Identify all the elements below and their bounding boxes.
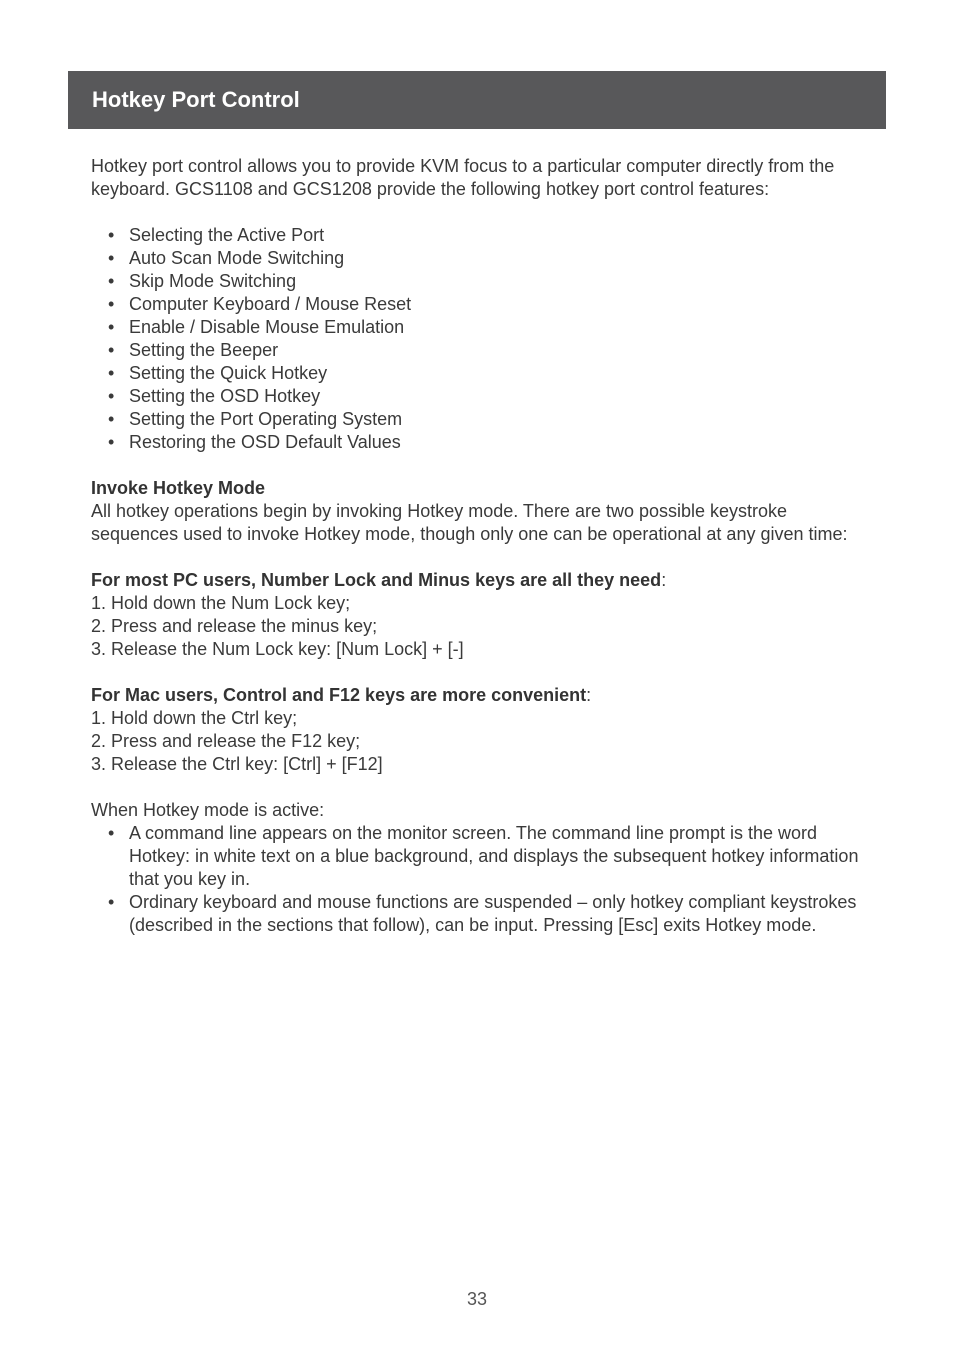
page-title: Hotkey Port Control xyxy=(92,87,300,112)
list-item: • Computer Keyboard / Mouse Reset xyxy=(91,293,871,316)
list-item: 2. Press and release the minus key; xyxy=(91,616,378,636)
pc-users-section xyxy=(91,569,871,661)
invoke-hotkey-section xyxy=(91,477,871,546)
active-behavior-list xyxy=(91,822,871,937)
section-heading: For Mac users, Control and F12 keys are more convenient xyxy=(91,685,587,705)
section-header-bar xyxy=(68,71,886,129)
list-item: 1. Hold down the Num Lock key; xyxy=(91,593,351,613)
list-item: 2. Press and release the F12 key; xyxy=(91,731,361,751)
list-item: 3. Release the Num Lock key: [Num Lock] + [-] xyxy=(91,639,464,659)
hotkey-active-section xyxy=(91,799,871,937)
list-item: 3. Release the Ctrl key: [Ctrl] + [F12] xyxy=(91,754,383,774)
list-item: • Restoring the OSD Default Values xyxy=(91,431,871,454)
list-item: • Setting the Quick Hotkey xyxy=(91,362,871,385)
section-heading-line xyxy=(91,569,871,592)
section-heading-line xyxy=(91,684,871,707)
document-body xyxy=(91,155,871,937)
heading-colon: : xyxy=(661,570,667,590)
list-item: • Selecting the Active Port xyxy=(91,224,871,247)
list-item: • Setting the OSD Hotkey xyxy=(91,385,871,408)
list-item: • Enable / Disable Mouse Emulation xyxy=(91,316,871,339)
page-number: 33 xyxy=(466,1289,488,1309)
list-item: • Ordinary keyboard and mouse functions are suspended – only hotkey compliant keystrokes (described in the sections that follow), can be input. Pressing [Esc] exits Hotkey mode. xyxy=(91,891,871,937)
section-heading: Invoke Hotkey Mode xyxy=(91,478,266,498)
list-item: • Auto Scan Mode Switching xyxy=(91,247,871,270)
list-item: • Setting the Beeper xyxy=(91,339,871,362)
mac-steps-list xyxy=(91,707,871,776)
section-paragraph: All hotkey operations begin by invoking Hotkey mode. There are two possible keystroke sequences used to invoke Hotkey mode, though only one can be operational at any given time: xyxy=(91,501,848,544)
list-item: • Skip Mode Switching xyxy=(91,270,871,293)
list-item: • A command line appears on the monitor screen. The command line prompt is the word Hotkey: in white text on a blue background, and displays the subsequent hotkey information that you key in. xyxy=(91,822,871,891)
list-item: • Setting the Port Operating System xyxy=(91,408,871,431)
list-item: 1. Hold down the Ctrl key; xyxy=(91,708,298,728)
pc-steps-list xyxy=(91,592,871,661)
feature-list xyxy=(91,224,871,454)
mac-users-section xyxy=(91,684,871,776)
section-heading: For most PC users, Number Lock and Minus keys are all they need xyxy=(91,570,662,590)
intro-paragraph: Hotkey port control allows you to provide KVM focus to a particular computer directly from the keyboard. GCS1108 and GCS1208 provide the following hotkey port control features: xyxy=(91,156,835,199)
heading-colon: : xyxy=(586,685,592,705)
section-paragraph: When Hotkey mode is active: xyxy=(91,800,325,820)
